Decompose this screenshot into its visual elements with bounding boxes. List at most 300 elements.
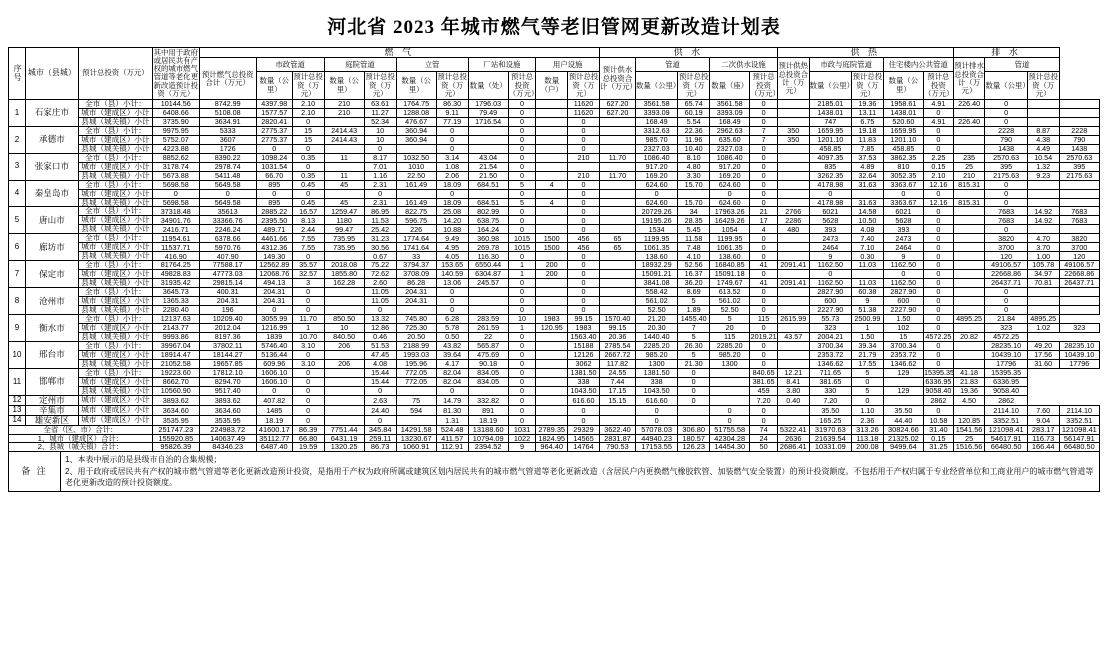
table-cell: 32.57 xyxy=(292,270,324,279)
table-row xyxy=(9,333,1100,342)
table-cell: 1061.35 xyxy=(635,243,677,252)
table-cell: 10144.56 xyxy=(153,99,200,108)
table-row xyxy=(9,315,1100,324)
table-cell: 2464 xyxy=(883,243,923,252)
table-cell: 1983 xyxy=(568,324,600,333)
table-cell: 3561.58 xyxy=(710,99,750,108)
table-cell xyxy=(468,144,508,153)
table-cell: 2820.41 xyxy=(256,117,292,126)
table-cell: 82.04 xyxy=(436,377,468,386)
table-cell: 9499.64 xyxy=(883,443,923,452)
row-city: 张家口市 xyxy=(25,153,78,180)
table-cell xyxy=(1059,108,1099,117)
table-cell: 121098.41 xyxy=(985,425,1027,434)
table-cell: 10.40 xyxy=(678,144,710,153)
row-subtotal-label: 县城（城关镇）小计 xyxy=(78,117,152,126)
table-cell: 0 xyxy=(924,135,954,144)
table-cell: 7 xyxy=(750,135,778,144)
total-label: 全省（区、市）合计： xyxy=(9,425,153,434)
table-row xyxy=(9,377,1100,386)
table-cell: 283.17 xyxy=(1027,425,1059,434)
table-cell: 0 xyxy=(924,405,954,415)
table-cell: 9 xyxy=(508,443,536,452)
table-cell: 11.03 xyxy=(852,279,884,288)
table-cell: 11.27 xyxy=(364,108,396,117)
table-cell: 330 xyxy=(809,386,851,395)
table-cell: 161.49 xyxy=(396,180,436,189)
table-cell: 269.78 xyxy=(468,243,508,252)
table-cell: 5108.08 xyxy=(199,108,256,117)
table-cell: 86.39 xyxy=(292,425,324,434)
header-gas-user-qty: 数量（户） xyxy=(536,72,568,99)
row-index: 1 xyxy=(9,99,26,126)
table-cell: 0.15 xyxy=(924,434,954,443)
row-subtotal-label: 全市（县）小计： xyxy=(78,342,152,351)
table-cell: 12126 xyxy=(568,350,600,359)
table-cell: 120.95 xyxy=(536,324,568,333)
table-row xyxy=(9,234,1100,243)
table-cell: 6021 xyxy=(883,207,923,216)
table-cell: 9517.40 xyxy=(199,386,256,395)
table-cell: 51755.58 xyxy=(710,425,750,434)
table-cell xyxy=(1059,198,1099,207)
header-water-pipe-inv: 预计总投资（万元） xyxy=(678,72,709,98)
table-cell: 9975.95 xyxy=(153,126,200,135)
table-row xyxy=(9,225,1100,234)
table-cell xyxy=(777,108,809,117)
row-subtotal-label: 全市（县）小计： xyxy=(78,315,152,324)
table-cell xyxy=(536,108,568,117)
table-cell: 815.31 xyxy=(953,198,985,207)
table-cell: 0 xyxy=(924,324,954,333)
table-cell: 12.21 xyxy=(777,368,809,377)
table-cell: 36.20 xyxy=(678,279,710,288)
table-cell xyxy=(953,324,985,333)
table-cell: 14.79 xyxy=(436,395,468,405)
table-cell: 17796 xyxy=(1059,359,1099,368)
table-cell: 10209.40 xyxy=(199,315,256,324)
table-cell xyxy=(777,180,809,189)
table-cell: 25 xyxy=(953,434,985,443)
table-cell: 42304.28 xyxy=(710,434,750,443)
row-subtotal-label: 城市（建成区）小计 xyxy=(78,162,152,171)
table-cell: 30.56 xyxy=(364,243,396,252)
table-cell xyxy=(953,288,985,297)
table-cell: 120.85 xyxy=(953,415,985,425)
table-cell: 2227.90 xyxy=(883,306,923,315)
table-cell xyxy=(324,288,364,297)
table-cell: 1300 xyxy=(635,359,677,368)
table-cell: 19.36 xyxy=(953,386,985,395)
table-cell: 235 xyxy=(953,153,985,162)
table-cell: 3893.62 xyxy=(153,395,200,405)
table-cell: 200 xyxy=(536,270,568,279)
table-cell xyxy=(953,126,985,135)
table-cell: 1031 xyxy=(508,425,536,434)
table-cell: 594 xyxy=(396,405,436,415)
table-cell: 15 xyxy=(292,126,324,135)
table-cell: 0 xyxy=(568,297,600,306)
table-cell: 0 xyxy=(508,171,536,180)
table-cell: 70.81 xyxy=(1027,279,1059,288)
table-cell: 0.35 xyxy=(292,171,324,180)
table-cell: 12.16 xyxy=(924,198,954,207)
table-cell: 3.10 xyxy=(292,359,324,368)
table-cell: 204.31 xyxy=(256,297,292,306)
table-cell: 169.20 xyxy=(710,171,750,180)
table-cell: 0 xyxy=(508,162,536,171)
table-cell: 16.37 xyxy=(678,270,710,279)
table-cell: 66.80 xyxy=(292,434,324,443)
row-subtotal-label: 全市（县）小计： xyxy=(78,207,152,216)
table-cell: 0 xyxy=(985,189,1027,198)
table-cell xyxy=(599,117,635,126)
table-cell xyxy=(599,270,635,279)
table-cell: 0 xyxy=(985,198,1027,207)
table-cell: 2143.77 xyxy=(153,324,200,333)
table-cell xyxy=(599,180,635,189)
table-cell: 338 xyxy=(568,377,600,386)
table-cell: 1060.91 xyxy=(396,443,436,452)
table-cell: 2667.72 xyxy=(599,350,635,359)
table-cell: 19657.85 xyxy=(199,359,256,368)
table-cell: 31.63 xyxy=(852,198,884,207)
table-cell xyxy=(599,405,635,415)
table-cell: 3352.51 xyxy=(985,415,1027,425)
header-gas-courtyard: 庭院管道 xyxy=(324,58,396,72)
row-city: 邢台市 xyxy=(25,342,78,369)
table-cell: 2.10 xyxy=(292,99,324,108)
table-cell: 1839 xyxy=(256,333,292,342)
table-cell: 12068.76 xyxy=(256,270,292,279)
table-row xyxy=(9,99,1100,108)
table-cell: 0 xyxy=(750,306,778,315)
table-cell: 99.47 xyxy=(324,225,364,234)
table-cell: 5 xyxy=(508,198,536,207)
table-cell: 9 xyxy=(809,252,851,261)
table-cell xyxy=(599,135,635,144)
table-cell: 0 xyxy=(364,306,396,315)
table-cell: 21.84 xyxy=(985,315,1027,324)
table-cell: 20 xyxy=(710,324,750,333)
table-cell: 0 xyxy=(568,415,600,425)
table-cell: 313.26 xyxy=(852,425,884,434)
table-cell xyxy=(599,144,635,153)
table-cell: 0 xyxy=(924,261,954,270)
table-cell: 155920.85 xyxy=(153,434,200,443)
table-cell: 21.83 xyxy=(953,377,985,386)
header-gas-station-inv: 预计总投资（万元） xyxy=(508,72,539,98)
table-cell: 0 xyxy=(750,171,778,180)
table-cell: 14764 xyxy=(568,443,600,452)
table-cell: 10.50 xyxy=(852,216,884,225)
table-cell: 15395.35 xyxy=(985,368,1027,377)
table-cell: 1500 xyxy=(536,234,568,243)
table-cell: 7.10 xyxy=(852,243,884,252)
table-cell: 195.96 xyxy=(396,359,436,368)
table-cell xyxy=(599,288,635,297)
table-row xyxy=(9,153,1100,162)
table-cell: 0.46 xyxy=(364,333,396,342)
table-cell: 3363.67 xyxy=(883,198,923,207)
table-row xyxy=(9,359,1100,368)
table-cell: 2228 xyxy=(985,126,1027,135)
table-cell: 5.54 xyxy=(678,117,710,126)
table-total-row xyxy=(9,443,1100,452)
row-subtotal-label: 全市（县）小计： xyxy=(78,153,152,162)
table-cell: 2.36 xyxy=(852,415,884,425)
table-cell: 44940.23 xyxy=(635,434,677,443)
table-cell: 75 xyxy=(396,395,436,405)
table-cell: 2636 xyxy=(777,434,809,443)
header-water-secondary-qty: 数量（座） xyxy=(710,72,750,99)
table-cell: 11.05 xyxy=(364,288,396,297)
table-cell: 224983.72 xyxy=(199,425,256,434)
table-cell: 43.04 xyxy=(468,153,508,162)
table-cell: 82.04 xyxy=(436,368,468,377)
table-cell: 55.73 xyxy=(809,315,851,324)
table-cell: 0 xyxy=(364,386,396,395)
table-cell: 1563.40 xyxy=(568,333,600,342)
header-drain-pipe: 管道 xyxy=(985,58,1059,72)
table-cell xyxy=(536,225,568,234)
table-cell xyxy=(599,225,635,234)
table-cell xyxy=(536,162,568,171)
table-cell xyxy=(468,288,508,297)
table-cell: 49828.83 xyxy=(153,270,200,279)
table-cell: 400.31 xyxy=(199,288,256,297)
table-cell: 32.64 xyxy=(852,171,884,180)
table-cell: 4.89 xyxy=(852,162,884,171)
table-cell: 0 xyxy=(256,144,292,153)
table-cell: 0 xyxy=(568,207,600,216)
table-cell: 99.15 xyxy=(568,315,600,324)
row-city: 廊坊市 xyxy=(25,234,78,261)
table-cell: 4.08 xyxy=(852,225,884,234)
table-cell: 65 xyxy=(599,234,635,243)
table-cell: 0 xyxy=(568,216,600,225)
table-cell: 4.91 xyxy=(924,99,954,108)
table-cell: 7.55 xyxy=(292,243,324,252)
table-cell xyxy=(468,135,508,144)
table-cell: 985.70 xyxy=(635,135,677,144)
table-cell: 11954.61 xyxy=(153,234,200,243)
table-cell: 0 xyxy=(924,279,954,288)
table-cell: 0 xyxy=(635,189,677,198)
table-cell: 2019.21 xyxy=(750,332,777,342)
table-cell: 4895.25 xyxy=(953,315,985,324)
table-cell: 0 xyxy=(292,306,324,315)
table-cell: 86.73 xyxy=(364,443,396,452)
table-cell: 86.30 xyxy=(436,99,468,108)
table-cell: 0 xyxy=(750,359,778,368)
table-cell: 0 xyxy=(292,368,324,377)
table-cell xyxy=(599,126,635,135)
table-cell xyxy=(777,153,809,162)
table-cell: 1796.03 xyxy=(468,99,508,108)
table-cell: 5 xyxy=(852,368,884,377)
table-cell: 251747.23 xyxy=(153,425,200,434)
table-cell: 350 xyxy=(777,126,809,135)
table-cell: 624.60 xyxy=(635,198,677,207)
header-gas-station: 厂站和设施 xyxy=(468,58,536,72)
header-resident-investment: 其中用于政府或居民共有产权的城市燃气管道等老化更新改造预计投资（万元） xyxy=(153,48,198,98)
table-cell: 5.78 xyxy=(436,324,468,333)
table-cell xyxy=(536,386,568,395)
table-cell: 41 xyxy=(750,279,778,288)
table-cell: 5333 xyxy=(199,126,256,135)
header-heat-total: 预计供热总投资合计（万元） xyxy=(777,58,809,99)
table-cell: 3841.08 xyxy=(635,279,677,288)
table-cell: 204.31 xyxy=(199,297,256,306)
table-cell: 86.95 xyxy=(364,207,396,216)
row-city: 雄安新区 xyxy=(25,415,78,425)
table-cell: 9993.86 xyxy=(153,333,200,342)
table-cell: 2570.63 xyxy=(1059,153,1099,162)
row-index: 4 xyxy=(9,180,26,207)
row-index: 9 xyxy=(9,315,26,342)
table-cell: 3820 xyxy=(1059,234,1099,243)
table-cell xyxy=(468,297,508,306)
row-city: 承德市 xyxy=(25,126,78,153)
table-cell: 10439.10 xyxy=(1059,350,1099,359)
row-subtotal-label: 城市（建成区）小计 xyxy=(78,324,152,333)
table-cell xyxy=(324,405,364,415)
table-cell: 395 xyxy=(985,162,1027,171)
table-cell xyxy=(953,359,985,368)
header-group-heat: 供 热 xyxy=(777,48,953,58)
table-cell: 210 xyxy=(324,99,364,108)
table-cell: 4 xyxy=(536,180,568,189)
table-cell xyxy=(710,395,750,405)
table-cell: 1180 xyxy=(324,216,364,225)
table-cell xyxy=(536,126,568,135)
table-cell: 1440.40 xyxy=(635,333,677,342)
table-cell: 1086.40 xyxy=(635,153,677,162)
table-cell: 6550.44 xyxy=(468,261,508,270)
table-cell: 21.79 xyxy=(852,350,884,359)
table-cell: 0.67 xyxy=(364,252,396,261)
table-cell: 1438 xyxy=(1059,144,1099,153)
table-cell: 3862.35 xyxy=(883,153,923,162)
table-cell: 2862 xyxy=(985,395,1027,405)
table-cell: 5 xyxy=(678,350,710,359)
table-cell xyxy=(599,162,635,171)
table-cell: 8662.70 xyxy=(153,377,200,386)
table-cell: 9 xyxy=(883,252,923,261)
table-cell: 2827.90 xyxy=(883,288,923,297)
table-cell: 565.87 xyxy=(468,342,508,351)
table-cell: 0 xyxy=(883,270,923,279)
table-cell xyxy=(1027,117,1059,126)
table-cell: 50 xyxy=(750,443,778,452)
table-cell: 1 xyxy=(508,324,536,333)
table-cell: 4097.35 xyxy=(809,153,851,162)
table-cell: 0.50 xyxy=(436,333,468,342)
table-cell: 8.13 xyxy=(292,216,324,225)
table-cell xyxy=(1027,180,1059,189)
table-cell: 1201.10 xyxy=(809,135,851,144)
table-cell xyxy=(883,395,923,405)
table-cell: 735.95 xyxy=(324,243,364,252)
table-cell: 458.85 xyxy=(809,144,851,153)
table-cell: 10794.09 xyxy=(468,434,508,443)
table-cell: 24 xyxy=(750,434,778,443)
table-cell: 0 xyxy=(256,189,292,198)
table-cell: 772.05 xyxy=(396,377,436,386)
table-cell xyxy=(1059,297,1099,306)
table-row xyxy=(9,189,1100,198)
table-cell: 10 xyxy=(324,324,364,333)
table-cell: 711.65 xyxy=(809,368,851,377)
table-cell: 772.05 xyxy=(396,368,436,377)
table-cell: 1043.50 xyxy=(635,386,677,395)
table-cell: 11.70 xyxy=(292,315,324,324)
table-cell xyxy=(777,270,809,279)
table-cell: 10 xyxy=(364,135,396,144)
table-cell: 169.20 xyxy=(635,171,677,180)
table-cell: 105.78 xyxy=(1027,261,1059,270)
table-cell: 10 xyxy=(508,315,536,324)
table-cell: 28235.10 xyxy=(985,342,1027,351)
table-cell: 407.90 xyxy=(199,252,256,261)
table-cell: 11.58 xyxy=(678,234,710,243)
table-cell xyxy=(324,297,364,306)
table-cell: 1541.56 xyxy=(953,425,985,434)
table-cell: 4.91 xyxy=(924,117,954,126)
table-cell: 13188.60 xyxy=(468,425,508,434)
table-cell: 15188 xyxy=(568,342,600,351)
row-index: 7 xyxy=(9,261,26,288)
table-cell: 2686.41 xyxy=(777,443,809,452)
table-cell: 393 xyxy=(809,225,851,234)
row-subtotal-label: 全市（县）小计： xyxy=(78,180,152,189)
table-cell: 18914.47 xyxy=(153,350,200,359)
table-cell xyxy=(1059,117,1099,126)
table-cell: 206 xyxy=(324,342,364,351)
table-cell: 30824.66 xyxy=(883,425,923,434)
table-cell: 613.52 xyxy=(710,288,750,297)
table-cell xyxy=(568,162,600,171)
table-cell xyxy=(953,270,985,279)
table-cell: 31935.42 xyxy=(153,279,200,288)
table-cell: 0 xyxy=(750,117,778,126)
table-cell: 0 xyxy=(750,108,778,117)
table-cell: 381.65 xyxy=(809,377,851,386)
table-cell: 3700.34 xyxy=(809,342,851,351)
table-cell: 140637.49 xyxy=(199,434,256,443)
table-cell: 0 xyxy=(436,297,468,306)
table-cell: 0 xyxy=(985,99,1027,108)
table-cell: 140.59 xyxy=(436,270,468,279)
table-cell: 0 xyxy=(985,180,1027,189)
table-cell: 31970.63 xyxy=(809,425,851,434)
table-cell: 0 xyxy=(924,315,954,324)
table-cell: 0 xyxy=(292,189,324,198)
table-cell: 735.95 xyxy=(324,234,364,243)
table-cell: 0 xyxy=(508,368,536,377)
table-cell: 11.83 xyxy=(852,135,884,144)
table-cell: 1061.35 xyxy=(710,243,750,252)
table-row xyxy=(9,207,1100,216)
table-cell: 2.10 xyxy=(924,171,954,180)
table-cell xyxy=(953,216,985,225)
table-cell xyxy=(324,386,364,395)
table-cell: 13.11 xyxy=(852,108,884,117)
table-row xyxy=(9,171,1100,180)
table-cell xyxy=(1027,108,1059,117)
table-cell: 5 xyxy=(710,315,750,324)
